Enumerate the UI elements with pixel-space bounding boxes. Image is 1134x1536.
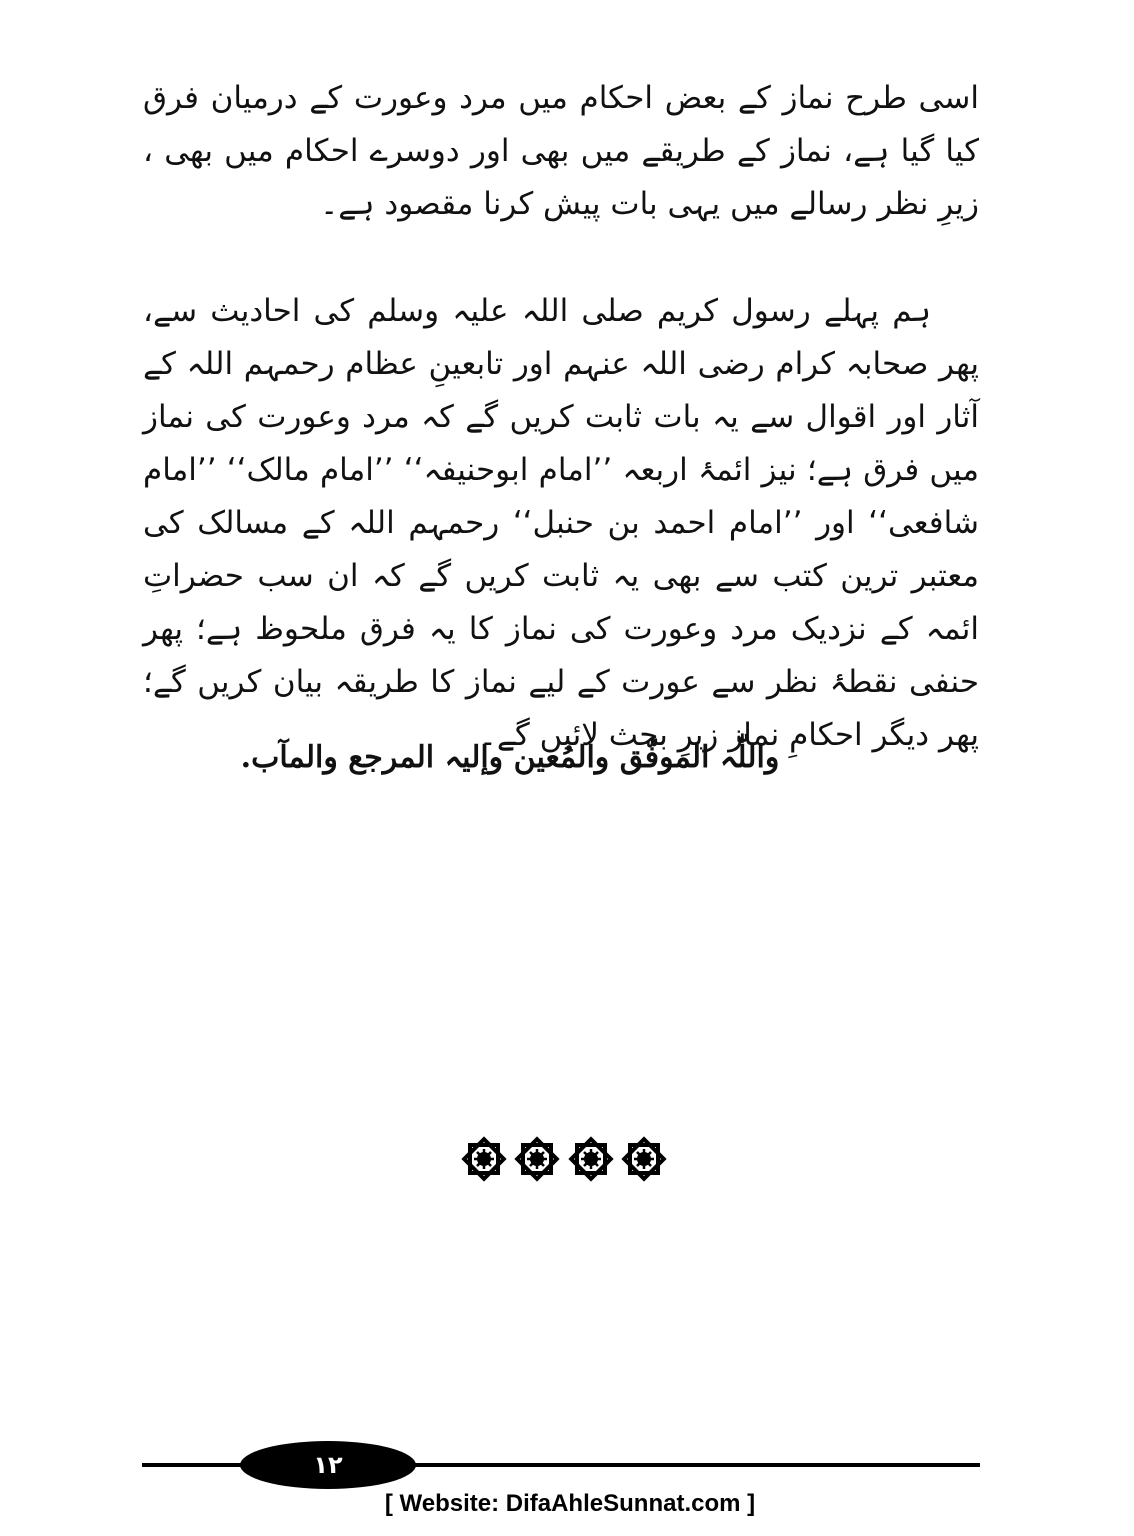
star-ornament-icon: [512, 1134, 562, 1184]
ornament-divider: [459, 1134, 669, 1184]
page-number: ۱۲: [313, 1451, 343, 1479]
paragraph-main: ہم پہلے رسول کریم صلی اللہ علیہ وسلم کی احادیث سے، پھر صحابہ کرام رضی اللہ عنہم اور تابعینِ عظام رحمہم اللہ کے آثار اور اقوال سے یہ بات ثابت کریں گے کہ مرد وعورت کی نماز میں فرق ہے؛ نیز ائمۂ اربعہ ’’امام ابوحنیفہ‘‘ ’’امام مالک‘‘ ’’امام شافعی‘‘ اور ’’امام احمد بن حنبل‘‘ رحمہم اللہ کے مسالک کی معتبر ترین کتب سے بھی یہ ثابت کریں گے کہ ان سب حضراتِ ائمہ کے نزدیک مرد وعورت کی نماز کا یہ فرق ملحوظ ہے؛ پھر حنفی نقطۂ نظر سے عورت کے لیے نماز کا طریقہ بیان کریں گے؛ پھر دیگر احکامِ نماز زیرِ بحث لائیں گے۔: [143, 293, 979, 753]
closing-prayer: واللّٰہ الموفّق والمُعین وإلیہ المرجع والمآب.: [240, 740, 780, 775]
paragraph-intro: اسی طرح نماز کے بعض احکام میں مرد وعورت کے درمیان فرق کیا گیا ہے، نماز کے طریقے میں بھی اور دوسرے احکام میں بھی ، زیرِ نظر رسالے میں یہی بات پیش کرنا مقصود ہے۔: [143, 80, 979, 222]
page-number-badge: [240, 1441, 416, 1489]
star-ornament-icon: [459, 1134, 509, 1184]
website-link: [ Website: DifaAhleSunnat.com ]: [384, 1490, 756, 1517]
star-ornament-icon: [619, 1134, 669, 1184]
star-ornament-icon: [566, 1134, 616, 1184]
